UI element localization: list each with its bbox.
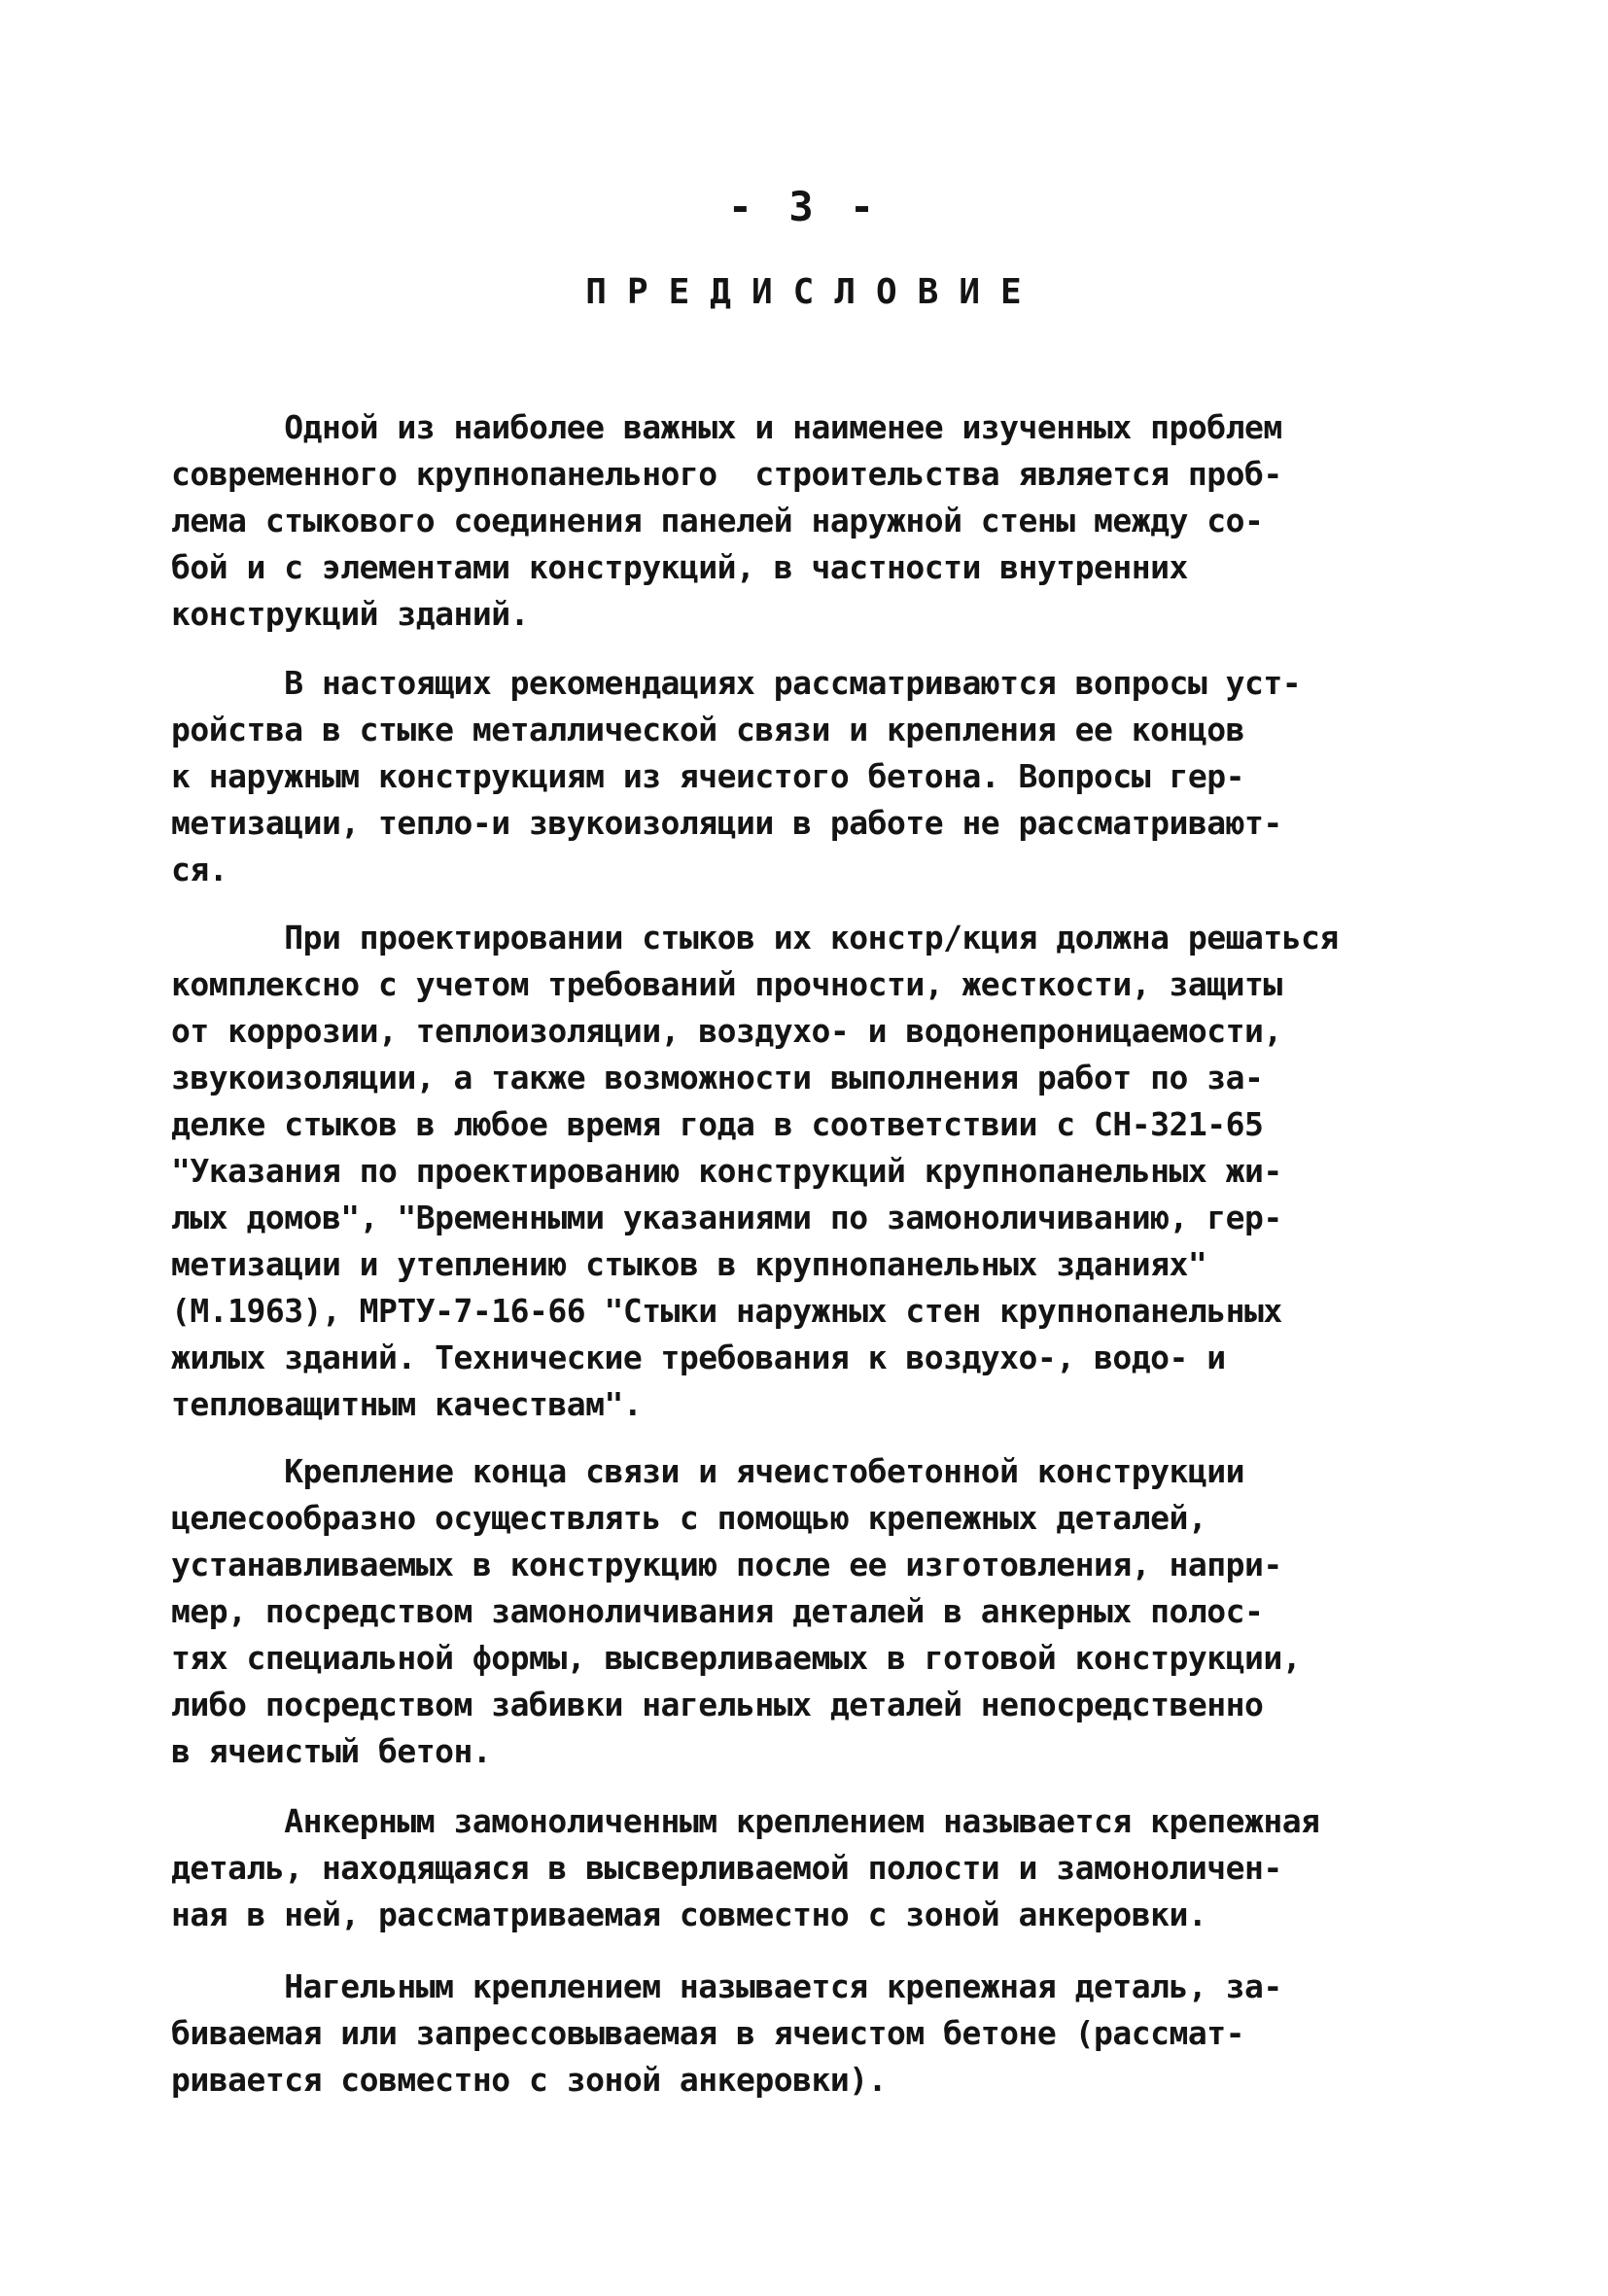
page-number: - 3 - <box>727 183 881 230</box>
text-line: деталь, находящаяся в высверливаемой полости и замоноличен- <box>171 1849 1282 1887</box>
text-line: В настоящих рекомендациях рассматриваются вопросы уст- <box>171 664 1302 702</box>
text-line: Нагельным креплением называется крепежная деталь, за- <box>171 1967 1282 2005</box>
text-line: мер, посредством замоноличивания деталей в анкерных полос- <box>171 1592 1264 1630</box>
text-line: Анкерным замоноличенным креплением называется крепежная <box>171 1802 1320 1840</box>
text-line: лема стыкового соединения панелей наружной стены между со- <box>171 502 1264 539</box>
text-line: "Указания по проектированию конструкций крупнопанельных жи- <box>171 1152 1282 1190</box>
text-line: Одной из наиболее важных и наименее изученных проблем <box>171 408 1282 446</box>
text-line: ройства в стыке металлической связи и крепления ее концов <box>171 711 1244 748</box>
paragraph-intro <box>171 404 1282 638</box>
text-line: Крепление конца связи и ячеистобетонной конструкции <box>171 1452 1244 1490</box>
paragraph-anchor-definition <box>171 1798 1319 1938</box>
text-line: (М.1963), МРТУ-7-16-66 "Стыки наружных стен крупнопанельных <box>171 1292 1282 1330</box>
text-line: При проектировании стыков их констр/кция должна решаться <box>171 919 1339 957</box>
text-line: тепловащитным качествам". <box>171 1385 643 1423</box>
text-line: биваемая или запрессовываемая в ячеистом бетоне (рассмат- <box>171 2014 1244 2052</box>
text-line: целесообразно осуществлять с помощью крепежных деталей, <box>171 1499 1207 1537</box>
paragraph-scope <box>171 660 1301 893</box>
text-line: современного крупнопанельного строительства является проб- <box>171 455 1282 493</box>
text-line: либо посредством забивки нагельных деталей непосредственно <box>171 1686 1264 1723</box>
text-line: ная в ней, рассматриваемая совместно с зоной анкеровки. <box>171 1896 1207 1933</box>
text-line: звукоизоляции, а также возможности выполнения работ по за- <box>171 1059 1264 1096</box>
text-line: метизации, тепло-и звукоизоляции в работе не рассматривают- <box>171 804 1282 842</box>
text-line: делке стыков в любое время года в соответствии с СН-321-65 <box>171 1105 1264 1143</box>
paragraph-fastening <box>171 1448 1301 1775</box>
text-line: устанавливаемых в конструкцию после ее изготовления, напри- <box>171 1546 1282 1583</box>
text-line: конструкций зданий. <box>171 595 529 633</box>
text-line: бой и с элементами конструкций, в частности внутренних <box>171 548 1188 586</box>
text-line: от коррозии, теплоизоляции, воздухо- и водонепроницаемости, <box>171 1012 1282 1050</box>
paragraph-dowel-definition <box>171 1964 1282 2104</box>
text-line: лых домов", "Временными указаниями по замоноличиванию, гер- <box>171 1199 1282 1236</box>
text-line: комплексно с учетом требований прочности, жесткости, защиты <box>171 965 1282 1003</box>
text-line: к наружным конструкциям из ячеистого бетона. Вопросы гер- <box>171 757 1244 795</box>
text-line: ривается совместно с зоной анкеровки). <box>171 2061 887 2099</box>
text-line: жилых зданий. Технические требования к воздухо-, водо- и <box>171 1339 1226 1376</box>
paragraph-design-requirements <box>171 915 1339 1428</box>
page-title: ПРЕДИСЛОВИЕ <box>585 272 1042 312</box>
text-line: ся. <box>171 851 228 888</box>
text-line: тях специальной формы, высверливаемых в готовой конструкции, <box>171 1639 1302 1677</box>
text-line: метизации и утеплению стыков в крупнопанельных зданиях" <box>171 1245 1207 1283</box>
text-line: в ячеистый бетон. <box>171 1732 492 1770</box>
